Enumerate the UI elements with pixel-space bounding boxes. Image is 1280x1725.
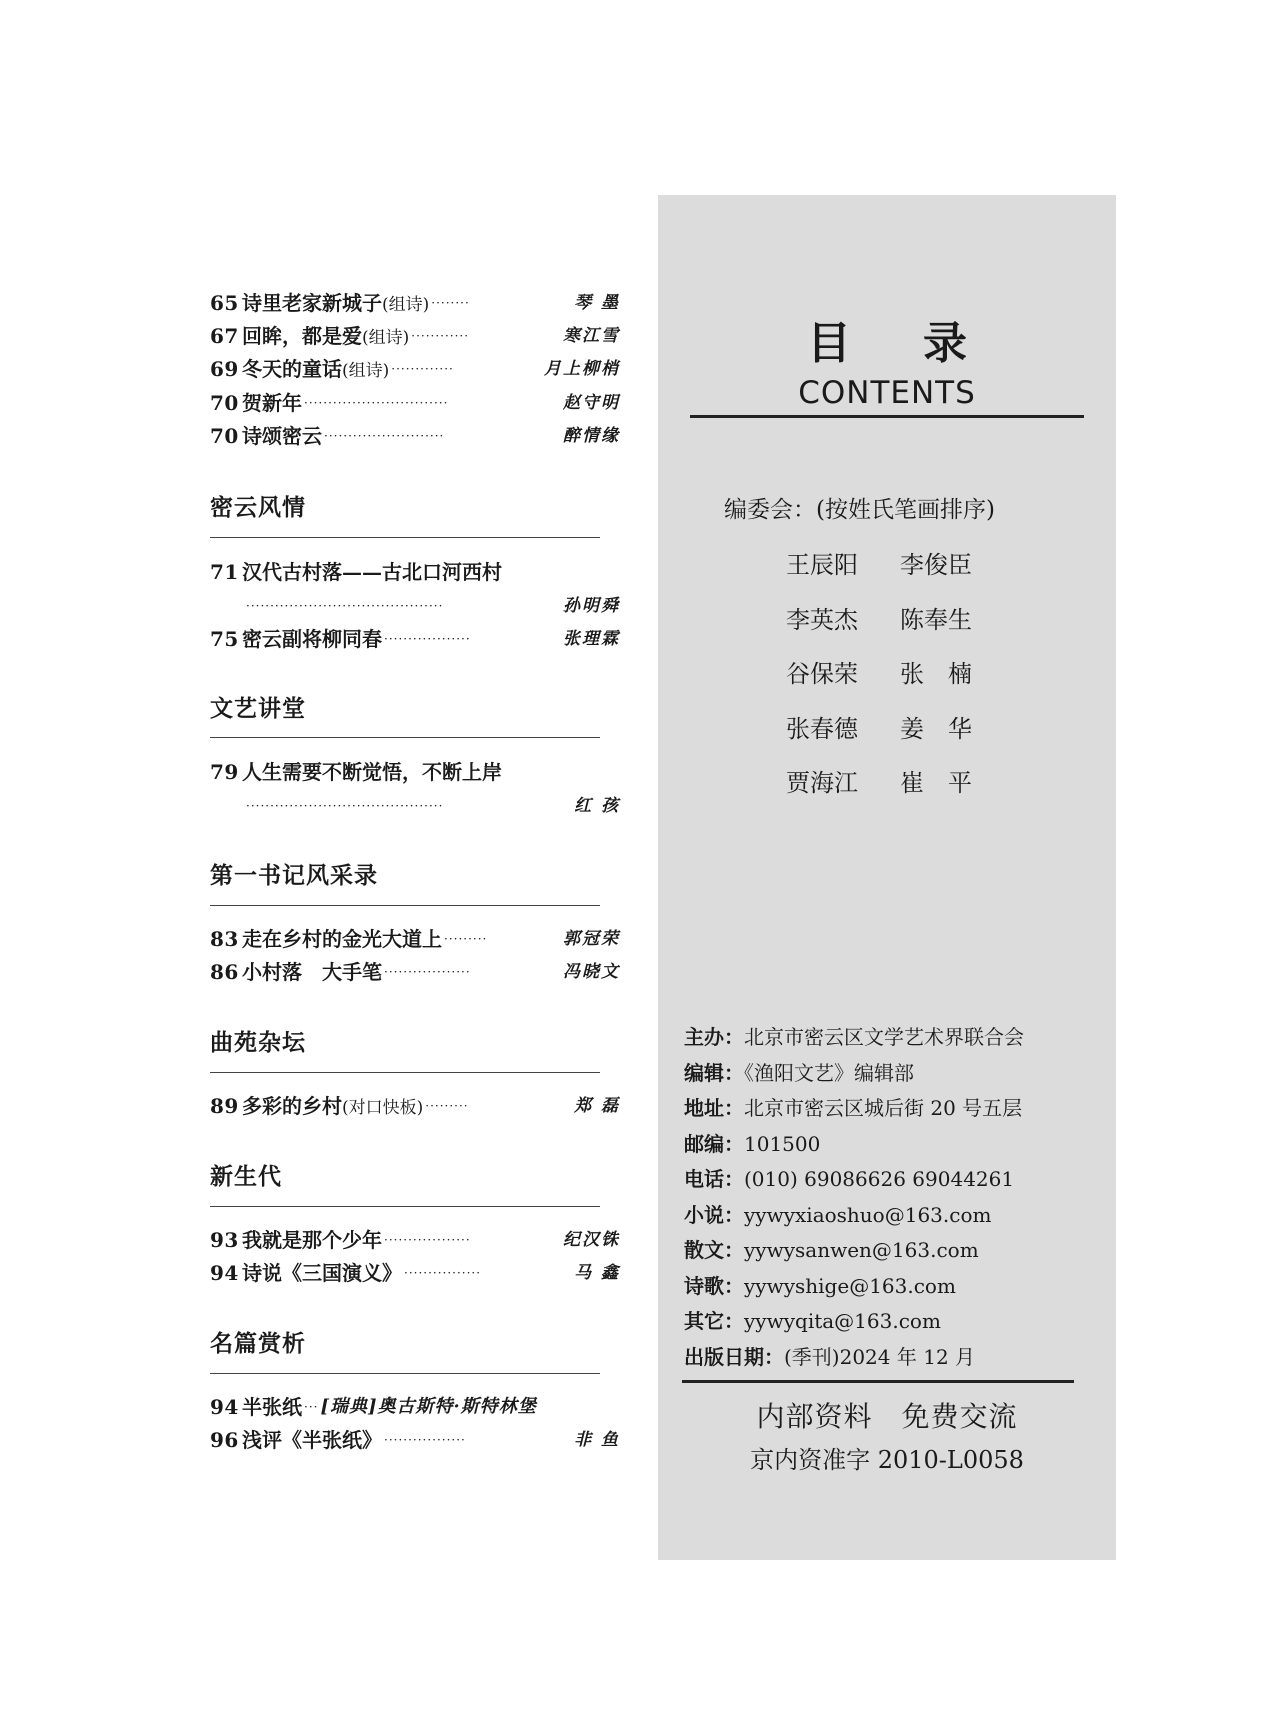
section-divider <box>210 1072 600 1073</box>
member-name: 谷保荣 <box>786 660 858 688</box>
entry-author: 冯晓文 <box>563 962 620 982</box>
entry-title: 冬天的童话(组诗) <box>242 357 390 381</box>
info-publish-date: 出版日期：(季刊)2024 年 12 月 <box>684 1344 976 1369</box>
entry-title: 人生需要不断觉悟，不断上岸 <box>242 760 502 784</box>
page-number: 86 <box>210 960 239 984</box>
leader-dots: ········· <box>425 1099 469 1113</box>
page-number: 71 <box>210 560 239 584</box>
info-sponsor: 主办：北京市密云区文学艺术界联合会 <box>684 1025 1024 1049</box>
section-divider <box>210 737 600 738</box>
page-number: 94 <box>210 1261 239 1285</box>
masthead-title-en: CONTENTS <box>798 375 976 411</box>
page-number: 69 <box>210 357 239 381</box>
section-title: 新生代 <box>210 1164 282 1190</box>
info-email-poetry[interactable]: 诗歌：yywyshige@163.com <box>684 1273 956 1298</box>
entry-author: 赵守明 <box>563 393 620 413</box>
section-divider <box>210 1206 600 1207</box>
toc-entry[interactable] <box>210 352 620 386</box>
page-number: 94 <box>210 1395 239 1419</box>
entry-title: 密云副将柳同春 <box>242 627 382 651</box>
toc-entry[interactable] <box>210 1256 620 1290</box>
toc-entry-continuation[interactable] <box>244 589 620 623</box>
member-name: 崔 平 <box>900 769 972 797</box>
leader-dots: ·················· <box>384 1233 471 1247</box>
entry-author: 非 鱼 <box>574 1430 620 1450</box>
leader-dots: ··· <box>304 1400 319 1414</box>
entry-author: 寒江雪 <box>563 326 620 346</box>
page-number: 70 <box>210 391 239 415</box>
entry-title: 走在乡村的金光大道上 <box>242 927 442 951</box>
info-postcode: 邮编：101500 <box>684 1131 821 1156</box>
toc-entry[interactable] <box>210 755 620 789</box>
toc-entry[interactable] <box>210 955 620 989</box>
member-row <box>786 545 1014 600</box>
entry-author: 琴 墨 <box>574 293 620 313</box>
toc-entry-continuation[interactable] <box>244 789 620 823</box>
toc-entry[interactable] <box>210 419 620 453</box>
member-name: 张 楠 <box>900 660 972 688</box>
entry-author: 张理霖 <box>563 629 620 649</box>
leader-dots: ·················· <box>384 965 471 979</box>
member-row <box>786 763 1014 818</box>
toc-entry[interactable] <box>210 319 620 353</box>
toc-entry[interactable] <box>210 622 620 656</box>
internal-notice: 内部资料 免费交流 <box>756 1400 1018 1433</box>
entry-title: 贺新年 <box>242 391 302 415</box>
toc-entry[interactable] <box>210 555 620 589</box>
permit-number: 京内资准字 2010-L0058 <box>750 1446 1024 1474</box>
editorial-board-members <box>786 545 1014 818</box>
editorial-board-title: 编委会：(按姓氏笔画排序) <box>724 497 995 523</box>
member-name: 王辰阳 <box>786 551 858 579</box>
entry-author: 郭冠荣 <box>563 929 620 949</box>
member-name: 李俊臣 <box>900 551 972 579</box>
section-divider <box>210 537 600 538</box>
leader-dots: ············ <box>411 329 470 343</box>
entry-title: 诗里老家新城子(组诗) <box>242 291 430 315</box>
page-number: 67 <box>210 324 239 348</box>
member-name: 张春德 <box>786 714 858 743</box>
entry-author: 月上柳梢 <box>544 359 620 379</box>
leader-dots: ········· <box>444 932 488 946</box>
entry-author: [瑞典]奥古斯特·斯特林堡 <box>320 1396 537 1417</box>
member-name: 贾海江 <box>786 769 858 797</box>
section-title: 名篇赏析 <box>210 1331 306 1357</box>
info-email-fiction[interactable]: 小说：yywyxiaoshuo@163.com <box>684 1202 992 1227</box>
toc-entry[interactable] <box>210 386 620 420</box>
member-name: 姜 华 <box>900 714 972 743</box>
entry-title: 半张纸 <box>242 1395 302 1419</box>
entry-title: 汉代古村落——古北口河西村 <box>242 560 502 584</box>
toc-entry[interactable] <box>210 286 620 320</box>
toc-entry[interactable] <box>210 1223 620 1257</box>
section-divider <box>210 1373 600 1374</box>
section-divider <box>210 905 600 906</box>
publication-info <box>684 1021 1024 1376</box>
leader-dots: ········ <box>431 296 470 310</box>
section-title: 第一书记风采录 <box>210 863 378 889</box>
info-email-other[interactable]: 其它：yywyqita@163.com <box>684 1309 941 1333</box>
entry-author: 醉情缘 <box>563 426 620 446</box>
toc-entry[interactable] <box>210 922 620 956</box>
page-number: 79 <box>210 760 239 784</box>
entry-title: 诗颂密云 <box>242 424 322 448</box>
footer-divider <box>682 1380 1074 1383</box>
entry-title: 浅评《半张纸》 <box>242 1428 382 1452</box>
toc-entry[interactable] <box>210 1423 620 1457</box>
leader-dots: ················· <box>384 1433 466 1447</box>
page-number: 65 <box>210 291 239 315</box>
page-number: 70 <box>210 424 239 448</box>
page-number: 89 <box>210 1094 239 1118</box>
leader-dots: ······························ <box>304 396 449 410</box>
toc-entry[interactable] <box>210 1089 620 1123</box>
leader-dots: ················ <box>404 1266 482 1280</box>
masthead-divider <box>690 415 1084 418</box>
info-email-prose[interactable]: 散文：yywysanwen@163.com <box>684 1238 979 1262</box>
page-number: 75 <box>210 627 239 651</box>
leader-dots: ········································· <box>246 599 444 613</box>
member-row <box>786 709 1014 764</box>
leader-dots: ·················· <box>384 632 471 646</box>
info-phone: 电话：(010) 69086626 69044261 <box>684 1167 1015 1191</box>
entry-author: 郑 磊 <box>574 1096 620 1116</box>
info-panel <box>658 195 1116 1560</box>
leader-dots: ············· <box>391 362 454 376</box>
entry-title: 我就是那个少年 <box>242 1228 382 1252</box>
entry-title: 小村落 大手笔 <box>242 960 382 984</box>
section-title: 曲苑杂坛 <box>210 1030 306 1056</box>
entry-title: 诗说《三国演义》 <box>242 1261 402 1285</box>
section-title: 文艺讲堂 <box>210 696 306 722</box>
page-number: 83 <box>210 927 239 951</box>
member-row <box>786 600 1014 655</box>
entry-author: 马 鑫 <box>574 1263 620 1283</box>
member-name: 李英杰 <box>786 605 858 634</box>
section-title: 密云风情 <box>210 495 306 521</box>
member-name: 陈奉生 <box>900 605 972 634</box>
info-editor: 编辑：《渔阳文艺》编辑部 <box>684 1060 914 1085</box>
entry-title: 回眸，都是爱(组诗) <box>242 324 410 348</box>
page-number: 93 <box>210 1228 239 1252</box>
info-address: 地址：北京市密云区城后街 20 号五层 <box>684 1096 1023 1120</box>
masthead-title-cn: 目录 <box>807 318 1039 369</box>
entry-author: 纪汉铢 <box>563 1230 620 1250</box>
leader-dots: ········································· <box>246 799 444 813</box>
page-number: 96 <box>210 1428 239 1452</box>
entry-author: 孙明舜 <box>563 596 620 616</box>
entry-author: 红 孩 <box>574 796 620 816</box>
member-row <box>786 654 1014 709</box>
toc-entry[interactable] <box>210 1390 620 1424</box>
leader-dots: ························· <box>324 429 445 443</box>
entry-title: 多彩的乡村(对口快板) <box>242 1094 424 1118</box>
